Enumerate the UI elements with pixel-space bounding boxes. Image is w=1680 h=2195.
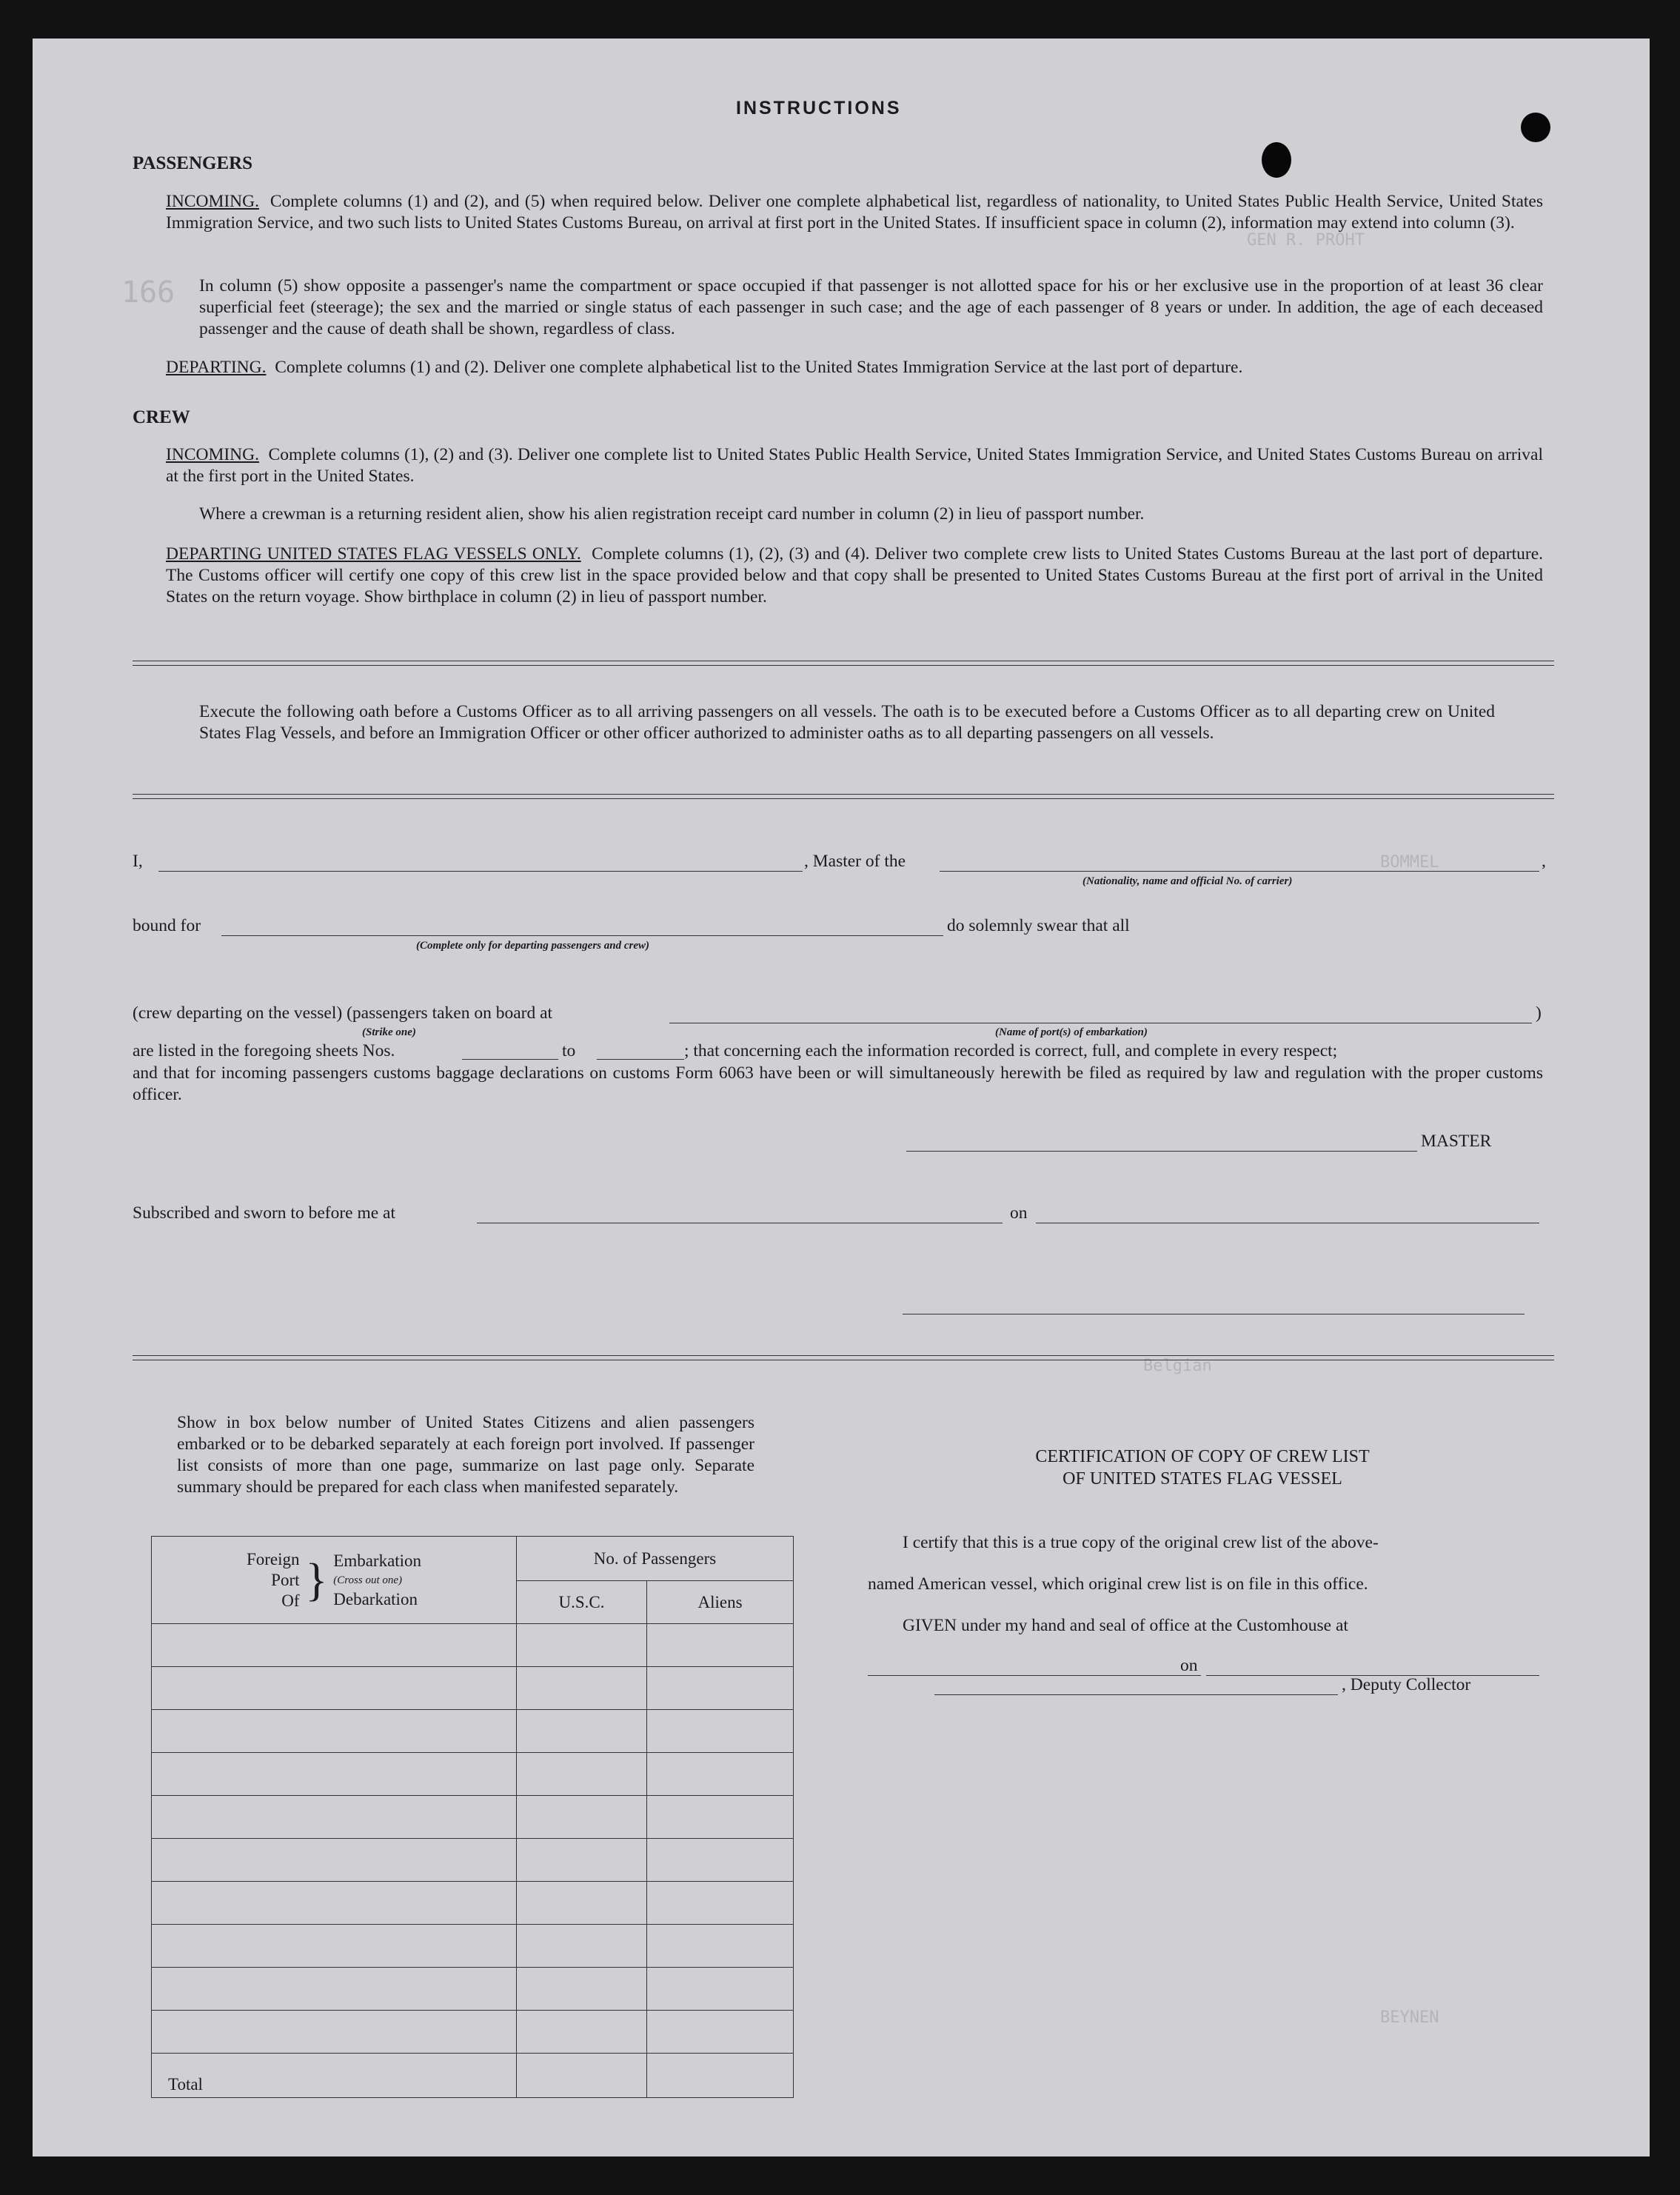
listed-text-continued: and that for incoming passengers customs baggage declarations on customs Form 6063 have been or will simultaneously herewith be filed as required by law and regulation with the proper customs officer. bbox=[133, 1063, 1543, 1104]
table-row[interactable] bbox=[152, 1710, 794, 1753]
table-row[interactable] bbox=[152, 1667, 794, 1710]
no-passengers-header: No. of Passengers bbox=[517, 1537, 794, 1581]
certification-title-line2: OF UNITED STATES FLAG VESSEL bbox=[1062, 1469, 1342, 1489]
passengers-departing-paragraph bbox=[166, 357, 1543, 378]
section-divider bbox=[133, 794, 1554, 799]
debarkation-label[interactable]: Debarkation bbox=[333, 1589, 418, 1608]
bound-for-caption: (Complete only for departing passengers and crew) bbox=[416, 940, 649, 952]
master-label: MASTER bbox=[1421, 1132, 1492, 1151]
bleed-through-text: 166 bbox=[121, 275, 175, 310]
passengers-incoming-paragraph bbox=[166, 191, 1543, 234]
port-label: Port bbox=[271, 1570, 300, 1589]
bleed-through-text: BEYNEN bbox=[1380, 2008, 1439, 2027]
crew-incoming-label: INCOMING. bbox=[166, 445, 259, 464]
passenger-summary-table bbox=[151, 1536, 794, 2098]
listed-label: are listed in the foregoing sheets Nos. bbox=[133, 1041, 395, 1060]
carrier-field[interactable] bbox=[940, 871, 1539, 872]
given-label: GIVEN under my hand and seal of office at the Customhouse at bbox=[903, 1616, 1348, 1635]
usc-header: U.S.C. bbox=[517, 1581, 647, 1624]
oath-i-label: I, bbox=[133, 852, 143, 871]
deputy-signature-field[interactable] bbox=[934, 1694, 1338, 1695]
bleed-through-text: GEN R. PROHT bbox=[1247, 231, 1365, 250]
sheet-from-field[interactable] bbox=[462, 1059, 558, 1060]
column5-paragraph: In column (5) show opposite a passenger's name the compartment or space occupied if that passenger is not allotted space for his or her exclusive use in the proportion of at least 36 clear superficial feet (steerage); the sex and the married or single status of each passenger in such case; and the age of each passenger of 8 years or under. In addition, the age of each deceased passenger and the cause of death shall be shown, regardless of class. bbox=[199, 276, 1543, 338]
port-caption: (Name of port(s) of embarkation) bbox=[995, 1026, 1148, 1038]
aliens-header: Aliens bbox=[647, 1581, 794, 1624]
of-label: Of bbox=[281, 1591, 300, 1610]
crew-departing-text: Complete columns (1), (2), (3) and (4). Deliver two complete crew lists to United States Customs Bureau at the last port of departure. The Customs officer will certify one copy of this crew list in the space provided below and that copy shall be presented to United States Customs Bureau at the first port of arrival in the United States on the return voyage. Show birthplace in column (2) in lieu of passport number. bbox=[166, 544, 1543, 607]
certify-line2: named American vessel, which original crew list is on file in this office. bbox=[868, 1574, 1368, 1594]
subscribed-label: Subscribed and sworn to before me at bbox=[133, 1203, 396, 1223]
section-divider bbox=[133, 661, 1554, 666]
passengers-departing-label: DEPARTING. bbox=[166, 358, 267, 377]
document-page bbox=[33, 39, 1650, 2156]
master-name-field[interactable] bbox=[158, 871, 803, 872]
master-of-label: , Master of the bbox=[804, 852, 906, 871]
section-divider bbox=[133, 1355, 1554, 1360]
master-signature-field[interactable] bbox=[906, 1151, 1417, 1152]
punch-hole bbox=[1521, 113, 1550, 142]
ink-blot bbox=[1262, 142, 1291, 178]
bleed-through-text: Belgian bbox=[1143, 1357, 1212, 1375]
oath-instruction: Execute the following oath before a Customs Officer as to all arriving passengers on all vessels. The oath is to be executed before a Customs Officer as to all departing crew on United States Flag Vessels, and before an Immigration Officer or other officer authorized to administer oaths as to all departing passengers on all vessels. bbox=[199, 702, 1495, 743]
crew-incoming-text: Complete columns (1), (2) and (3). Deliver one complete list to United States Public Health Service, United States Immigration Service, and United States Customs Bureau on arrival at the first port in the United States. bbox=[166, 445, 1544, 486]
crew-passengers-label: (crew departing on the vessel) (passengers taken on board at bbox=[133, 1003, 553, 1023]
port-header-cell bbox=[152, 1537, 517, 1624]
certify-line1: I certify that this is a true copy of the original crew list of the above- bbox=[903, 1533, 1379, 1552]
table-row[interactable] bbox=[152, 1968, 794, 2011]
crew-resident-paragraph: Where a crewman is a returning resident alien, show his alien registration receipt card number in column (2) in lieu of passport number. bbox=[199, 504, 1145, 524]
table-row[interactable] bbox=[152, 1624, 794, 1667]
table-row[interactable] bbox=[152, 1839, 794, 1882]
passengers-departing-text: Complete columns (1) and (2). Deliver one complete alphabetical list to the United States Immigration Service at the last port of departure. bbox=[275, 358, 1243, 377]
customhouse-field[interactable] bbox=[868, 1675, 1201, 1676]
embarkation-label[interactable]: Embarkation bbox=[333, 1551, 422, 1570]
strike-one-caption: (Strike one) bbox=[362, 1026, 416, 1038]
table-row[interactable] bbox=[152, 1882, 794, 1925]
bound-for-label: bound for bbox=[133, 916, 201, 935]
carrier-caption: (Nationality, name and official No. of carrier) bbox=[1082, 875, 1293, 887]
listed-text: ; that concerning each the information recorded is correct, full, and complete in every respect; bbox=[684, 1041, 1338, 1060]
crew-departing-label: DEPARTING UNITED STATES FLAG VESSELS ONLY. bbox=[166, 544, 581, 564]
deputy-collector-label: , Deputy Collector bbox=[1342, 1675, 1471, 1694]
crew-incoming-paragraph bbox=[166, 444, 1543, 487]
total-row[interactable] bbox=[152, 2054, 794, 2098]
sheet-to-field[interactable] bbox=[597, 1059, 684, 1060]
passengers-incoming-text: Complete columns (1) and (2), and (5) when required below. Deliver one complete alphabetical list, regardless of nationality, to United States Public Health Service, United States Immigration Service, and two such lists to United States Customs Bureau, on arrival at first port in the United States. If insufficient space in column (2), information may extend into column (3). bbox=[166, 192, 1544, 233]
cert-on-label: on bbox=[1180, 1656, 1198, 1675]
carrier-field-comma: , bbox=[1542, 852, 1546, 871]
total-label: Total bbox=[152, 2054, 517, 2098]
passengers-incoming-label: INCOMING. bbox=[166, 192, 259, 211]
table-row[interactable] bbox=[152, 1925, 794, 1968]
listed-to-label: to bbox=[562, 1041, 576, 1060]
page-title: INSTRUCTIONS bbox=[736, 98, 902, 118]
certification-title bbox=[877, 1446, 1528, 1490]
cross-out-caption: (Cross out one) bbox=[333, 1574, 403, 1586]
crew-departing-paragraph bbox=[166, 544, 1543, 608]
passengers-heading: PASSENGERS bbox=[133, 153, 253, 173]
crew-heading: CREW bbox=[133, 407, 190, 427]
table-row[interactable] bbox=[152, 2011, 794, 2054]
swear-label: do solemnly swear that all bbox=[947, 916, 1130, 935]
embarkation-close-paren: ) bbox=[1536, 1003, 1542, 1023]
table-row[interactable] bbox=[152, 1753, 794, 1796]
certification-title-line1: CERTIFICATION OF COPY OF CREW LIST bbox=[1035, 1447, 1370, 1466]
table-row[interactable] bbox=[152, 1796, 794, 1839]
bleed-through-text: BOMMEL bbox=[1380, 853, 1439, 872]
foreign-label: Foreign bbox=[246, 1549, 300, 1568]
bound-for-field[interactable] bbox=[221, 935, 943, 936]
brace-icon: } bbox=[305, 1554, 328, 1606]
sworn-on-label: on bbox=[1010, 1203, 1028, 1223]
summary-instruction: Show in box below number of United States Citizens and alien passengers embarked or to be debarked separately at each foreign port involved. If passenger list consists of more than one page, summarize on last page only. Separate summary should be prepared for each class when manifested separately. bbox=[177, 1413, 754, 1497]
